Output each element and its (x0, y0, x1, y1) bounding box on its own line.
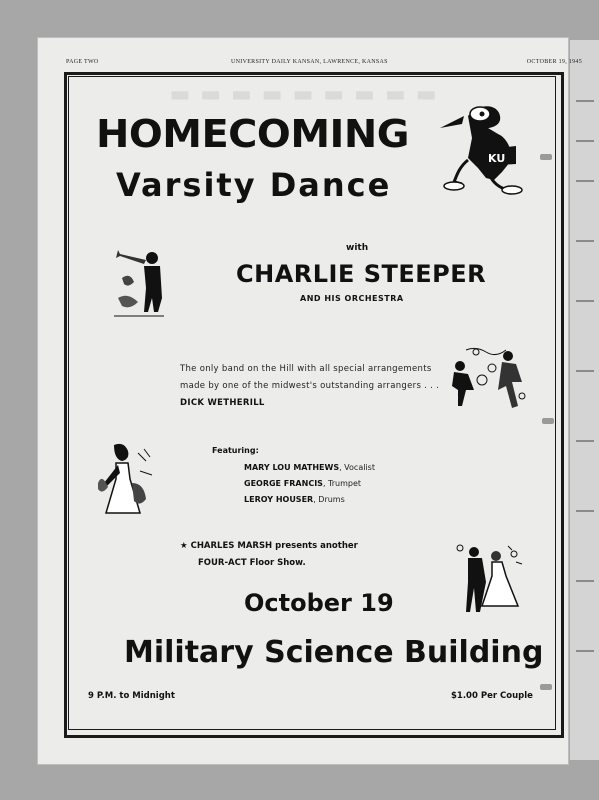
event-date: October 19 (244, 589, 394, 617)
ku-badge-text: KU (488, 152, 506, 165)
arranger-name: DICK WETHERILL (180, 398, 265, 408)
event-time: 9 P.M. to Midnight (88, 691, 175, 701)
featuring-label: Featuring: (212, 446, 259, 455)
trumpet-player-illustration (114, 248, 176, 318)
orchestra-label: AND HIS ORCHESTRA (300, 294, 404, 303)
waltzing-couple-illustration (452, 542, 526, 616)
binding-clip (540, 154, 552, 160)
with-label: with (346, 243, 369, 253)
floor-show-note (180, 538, 358, 572)
adjacent-page-edge (570, 40, 599, 760)
ticket-price: $1.00 Per Couple (451, 691, 533, 701)
band-description (180, 361, 439, 412)
floor-show-line-2: FOUR-ACT Floor Show. (198, 558, 306, 568)
dancing-couple-illustration (446, 346, 530, 412)
ad-title-varsity-dance: Varsity Dance (116, 166, 392, 204)
newspaper-name: UNIVERSITY DAILY KANSAN, LAWRENCE, KANSAS (231, 59, 388, 65)
floor-show-line-1: ★ CHARLES MARSH presents another (180, 541, 358, 551)
performer-item: LEROY HOUSER, Drums (244, 495, 345, 504)
bandleader-name: CHARLIE STEEPER (236, 260, 487, 288)
binding-clip (540, 684, 552, 690)
binding-clip (542, 418, 554, 424)
bleed-through-text: ▬▬▬▬▬▬▬▬▬ (169, 82, 447, 107)
event-venue: Military Science Building (124, 635, 544, 670)
performer-item: GEORGE FRANCIS, Trumpet (244, 479, 362, 488)
issue-date: OCTOBER 19, 1945 (526, 59, 582, 65)
description-line-1: The only band on the Hill with all special arrangements (180, 364, 432, 374)
jayhawk-mascot-icon (428, 98, 528, 198)
ad-title-homecoming: HOMECOMING (96, 112, 409, 156)
performer-list (244, 460, 375, 508)
page-number: PAGE TWO (66, 59, 99, 65)
description-line-2: made by one of the midwest's outstanding arrangers . . . (180, 381, 440, 391)
newspaper-page (38, 38, 582, 764)
performer-item: MARY LOU MATHEWS, Vocalist (244, 463, 375, 472)
vocalist-illustration (94, 443, 158, 519)
